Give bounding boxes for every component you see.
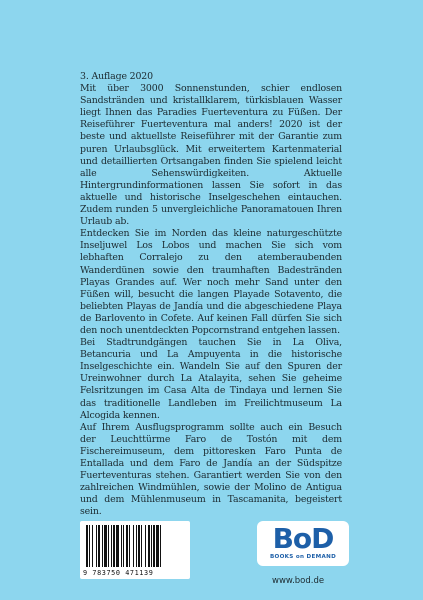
paragraph-history: Bei Stadtrundgängen tauchen Sie in La Oliva, Betancuria und La Ampuyenta in die historische Inselgeschichte ein. Wandeln Sie auf den Spuren der Ureinwohner durch La Atalayita, sehen Sie geheime Felsritzungen im Casa Alta de Tindaya und lernen Sie das traditionelle Landleben im Freilichtmuseum La Alcogida kennen. [80, 337, 342, 421]
back-cover-footer [80, 521, 342, 586]
barcode-bar [156, 525, 159, 567]
barcode-bar [98, 525, 100, 567]
barcode-bar [133, 525, 134, 567]
publisher-website: www.bod.de [272, 576, 325, 586]
barcode-bar [111, 525, 112, 567]
barcode-bars [86, 525, 184, 567]
bod-logo-tagline: BOOKS on DEMAND [269, 554, 337, 560]
barcode-bar [89, 525, 90, 567]
barcode-bar [121, 525, 122, 567]
back-cover-text [80, 71, 342, 518]
barcode-bar [141, 525, 142, 567]
barcode-bar [136, 525, 137, 567]
barcode-bar [160, 525, 161, 567]
barcode-bar [129, 525, 130, 567]
paragraph-north: Entdecken Sie im Norden das kleine naturgeschützte Inseljuwel Los Lobos und machen Sie sich vom lebhaften Corralejo zu den atemberaubenden Wanderdünen sowie den traumhaften Badestränden Playas Grandes auf. Wer noch mehr Sand unter den Füßen will, besucht die langen Playade Sotavento, die beliebten Playas de Jandía und die abgeschiedene Playa de Barlovento in Cofete. Auf keinen Fall dürfen Sie sich den noch unentdeckten Popcornstrand entgehen lassen. [80, 228, 342, 336]
barcode-bar [96, 525, 97, 567]
paragraph-excursions: Auf Ihrem Ausflugsprogramm sollte auch ein Besuch der Leuchttürme Faro de Tostón mit dem Fischereimuseum, dem pittoresken Faro Punta de Entallada und dem Faro de Jandía an der Südspitze Fuerteventuras stehen. Garantiert werden Sie von den zahlreichen Windmühlen, sowie der Molino de Antigua und dem Mühlenmuseum in Tascamanita, begeistert sein. [80, 421, 342, 518]
barcode-bar [153, 525, 155, 567]
barcode-bar [108, 525, 109, 567]
barcode-bar [113, 525, 115, 567]
barcode-bar [102, 525, 103, 567]
edition-line: 3. Auflage 2020 [80, 71, 153, 82]
barcode-bar [145, 525, 146, 567]
barcode-bar [104, 525, 107, 567]
bod-logo [257, 521, 349, 566]
barcode-bar [138, 525, 140, 567]
barcode-bar [151, 525, 152, 567]
isbn-digits: 9 783750 471139 [83, 569, 154, 577]
barcode-bar [148, 525, 150, 567]
bod-logo-mark: BoD [272, 522, 334, 555]
paragraph-intro: Mit über 3000 Sonnenstunden, schier endlosen Sandstränden und kristallklarem, türkisblauen Wasser liegt Ihnen das Paradies Fuerteventura zu Füßen. Der Reiseführer Fuerteventura mal anders! 2020 ist der beste und aktuellste Reiseführer mit der Garantie zum puren Urlaubsglück. Mit erweitertem Kartenmaterial und detaillierten Ortsangaben finden Sie spielend leicht alle Sehenswürdigkeiten. Aktuelle Hintergrundinformationen lassen Sie sofort in das aktuelle und historische Inselgeschehen eintauchen. Zudem runden 5 unvergleichliche Panoramatouen Ihren Urlaub ab. [80, 83, 342, 228]
barcode-bar [126, 525, 128, 567]
barcode-bar [123, 525, 124, 567]
barcode-bar [92, 525, 93, 567]
isbn-barcode [80, 521, 190, 579]
barcode-bar [116, 525, 119, 567]
barcode-bar [86, 525, 88, 567]
